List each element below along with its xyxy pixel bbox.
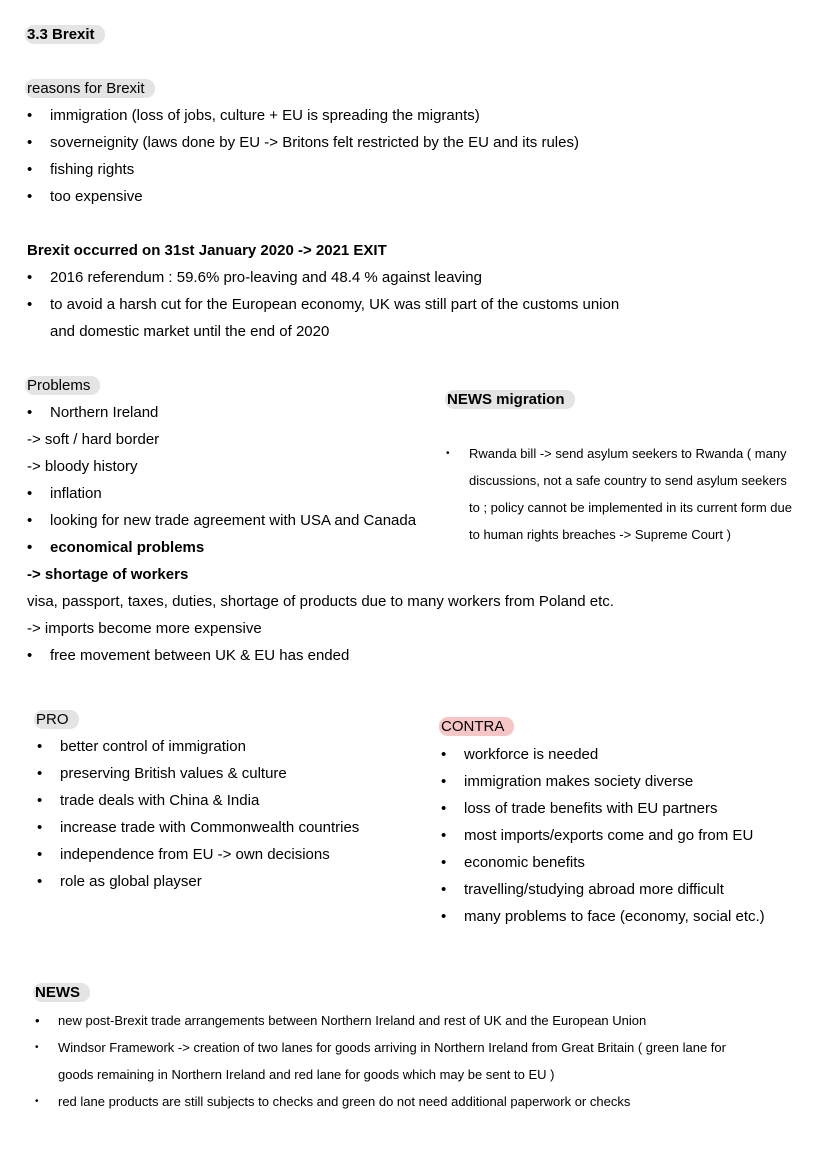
bullet-icon: • <box>27 485 33 502</box>
contra-heading: CONTRA <box>439 713 514 740</box>
bullet-icon: • <box>441 773 447 790</box>
news-heading: NEWS <box>33 979 90 1006</box>
bullet-icon: • <box>441 881 447 898</box>
page-title: 3.3 Brexit <box>25 21 105 48</box>
list-item-continuation: to ; policy cannot be implemented in its current form due <box>469 500 792 515</box>
problem-detail: -> soft / hard border <box>27 431 160 448</box>
bullet-icon: • <box>37 792 43 809</box>
problem-detail: visa, passport, taxes, duties, shortage of products due to many workers from Poland etc. <box>27 593 614 610</box>
bullet-icon: • <box>27 161 33 178</box>
news-migration-heading: NEWS migration <box>445 386 575 413</box>
problem-detail: -> imports become more expensive <box>27 620 262 637</box>
bullet-icon: • <box>441 746 447 763</box>
bullet-icon: • <box>27 296 33 313</box>
bullet-icon: • <box>27 188 33 205</box>
bullet-icon: • <box>27 269 33 286</box>
bullet-icon: • <box>27 539 33 556</box>
list-item-continuation: goods remaining in Northern Ireland and red lane for goods which may be sent to EU ) <box>58 1067 555 1082</box>
list-item-continuation: discussions, not a safe country to send asylum seekers <box>469 473 787 488</box>
pro-heading: PRO <box>34 706 79 733</box>
bullet-icon: • <box>37 846 43 863</box>
list-item-continuation: and domestic market until the end of 2020 <box>50 323 330 340</box>
bullet-icon: • <box>27 134 33 151</box>
bullet-icon: • <box>27 512 33 529</box>
bullet-icon: • <box>37 819 43 836</box>
bullet-icon: • <box>27 404 33 421</box>
bullet-icon: • <box>441 854 447 871</box>
bullet-icon: • <box>37 765 43 782</box>
bullet-icon: • <box>37 738 43 755</box>
reasons-heading: reasons for Brexit <box>25 75 155 102</box>
bullet-icon: • <box>35 1042 39 1053</box>
bullet-icon: • <box>35 1096 39 1107</box>
bullet-icon: • <box>441 908 447 925</box>
occurred-heading: Brexit occurred on 31st January 2020 -> 2021 EXIT <box>27 242 387 259</box>
problems-heading: Problems <box>25 372 100 399</box>
bullet-icon: • <box>27 647 33 664</box>
bullet-icon: • <box>37 873 43 890</box>
list-item-continuation: to human rights breaches -> Supreme Court ) <box>469 527 731 542</box>
bullet-icon: • <box>27 107 33 124</box>
bullet-icon: • <box>441 800 447 817</box>
bullet-icon: • <box>446 448 450 459</box>
bullet-icon: • <box>441 827 447 844</box>
problem-detail: -> shortage of workers <box>27 566 189 583</box>
bullet-icon: • <box>35 1013 40 1028</box>
problem-detail: -> bloody history <box>27 458 138 475</box>
